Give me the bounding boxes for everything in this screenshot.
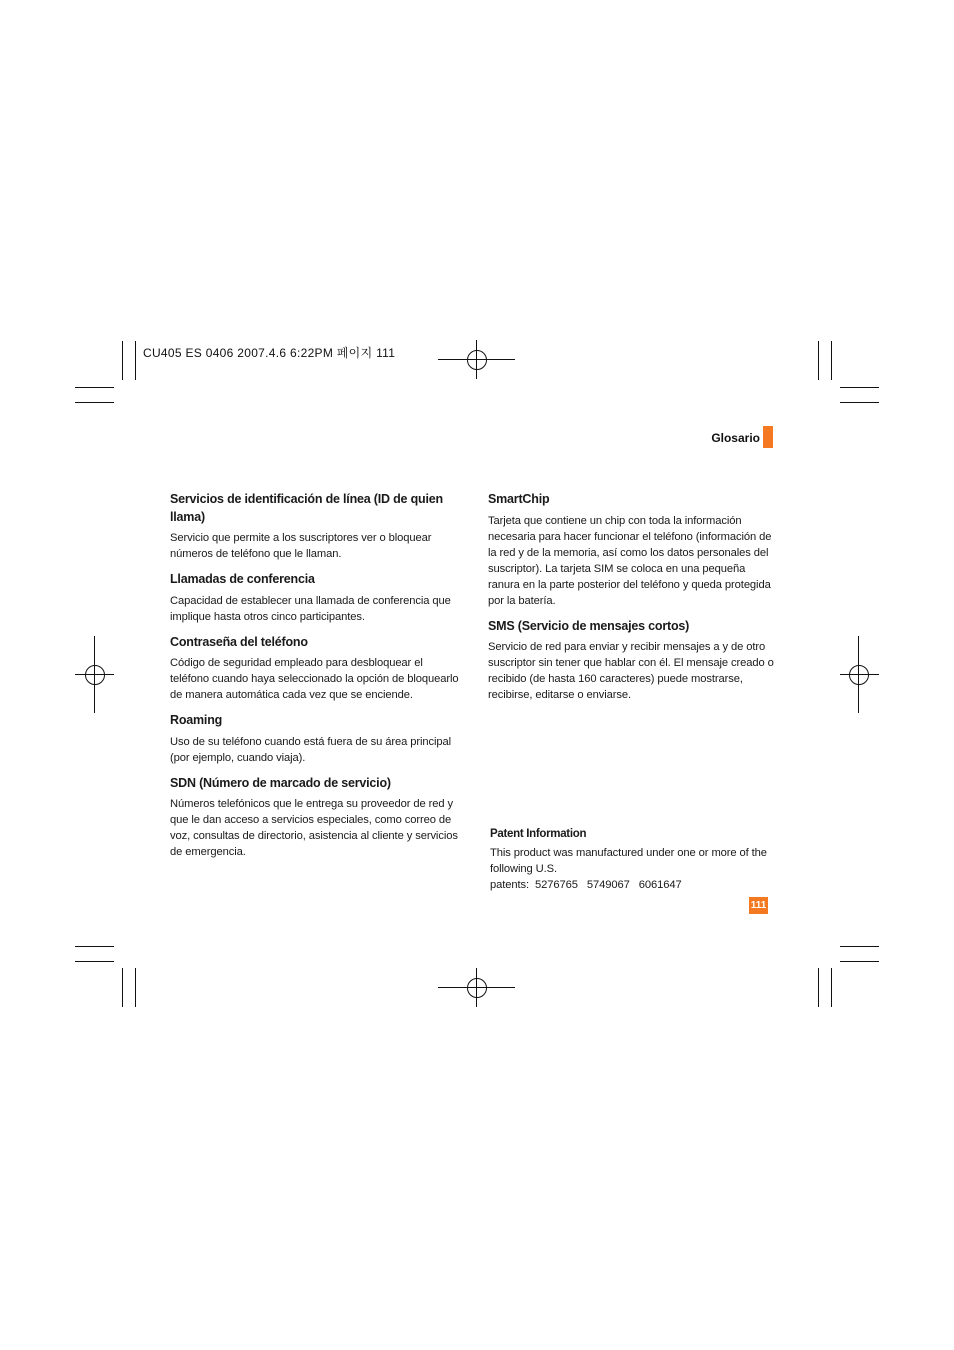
glossary-term: Llamadas de conferencia: [170, 572, 315, 586]
glossary-term: Servicios de identificación de línea (ID de quien llama): [170, 492, 443, 524]
glossary-entry: [170, 634, 460, 704]
glossary-right-column: [488, 491, 778, 712]
glossary-term: Contraseña del teléfono: [170, 634, 308, 649]
glossary-definition: Capacidad de establecer una llamada de conferencia que implique hasta otros cinco participantes.: [170, 594, 451, 623]
glossary-definition: Números telefónicos que le entrega su proveedor de red y que le dan acceso a servicios especiales, como correo de voz, consultas de directorio, asistencia al cliente y servicios de emergencia.: [170, 798, 458, 858]
glossary-entry: [170, 775, 460, 861]
patent-heading: Patent Information: [490, 828, 587, 840]
glossary-entry: [488, 618, 778, 704]
glossary-entry: [170, 712, 460, 766]
glossary-term: SmartChip: [488, 492, 550, 506]
glossary-entry: [170, 571, 460, 625]
patent-text: This product was manufactured under one or more of the following U.S.: [490, 847, 767, 875]
section-title: Glosario: [711, 431, 760, 445]
glossary-entry: [170, 491, 460, 562]
glossary-left-column: [170, 491, 460, 869]
patent-numbers: patents: 5276765 5749067 6061647: [490, 879, 682, 891]
glossary-term: SMS (Servicio de mensajes cortos): [488, 618, 690, 633]
section-tab-marker: [763, 426, 773, 448]
glossary-definition: Código de seguridad empleado para desbloquear el teléfono cuando haya seleccionado la opción de bloquearlo de manera automática cada vez que se enciende.: [170, 657, 459, 701]
glossary-term: SDN (Número de marcado de servicio): [170, 775, 391, 790]
page-number: 111: [749, 897, 768, 914]
patent-information: [490, 828, 780, 893]
glossary-term: Roaming: [170, 713, 223, 727]
glossary-definition: Servicio que permite a los suscriptores ver o bloquear números de teléfono que le llaman.: [170, 532, 432, 560]
glossary-definition: Tarjeta que contiene un chip con toda la información necesaria para hacer funcionar el teléfono (información de la red y de la memoria, así como los datos personales del suscriptor). La tarjeta SIM se coloca en una pequeña ranura en la parte posterior del teléfono y queda protegida por la batería.: [488, 514, 772, 607]
glossary-definition: Uso de su teléfono cuando está fuera de su área principal (por ejemplo, cuando viaja).: [170, 735, 452, 764]
glossary-definition: Servicio de red para enviar y recibir mensajes a y de otro suscriptor sin tener que hablar con él. El mensaje creado o recibido (de hasta 160 caracteres) puede mostrarse, recibirse, editarse o enviarse.: [488, 641, 774, 701]
print-slug: CU405 ES 0406 2007.4.6 6:22PM 페이지 111: [143, 346, 396, 360]
glossary-entry: [488, 491, 778, 609]
